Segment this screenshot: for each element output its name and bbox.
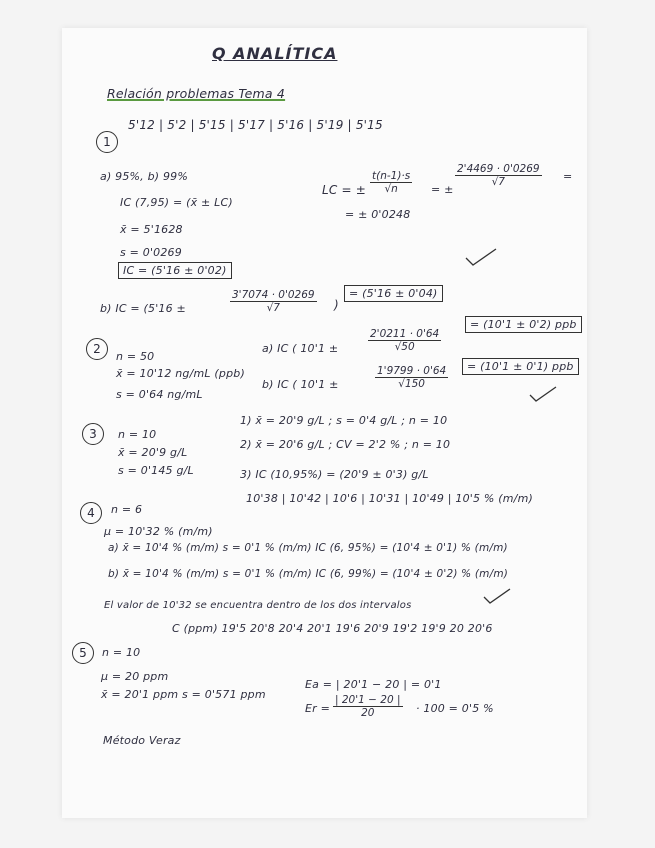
p4-data: 10'38 | 10'42 | 10'6 | 10'31 | 10'49 | 10'5 % (m/m) — [246, 492, 533, 505]
p5-er-lhs: Er = — [305, 702, 330, 715]
p1-b-result-box: = (5'16 ± 0'04) — [344, 285, 443, 302]
p2-a-result — [465, 318, 582, 331]
p2-a-den: √50 — [394, 341, 415, 353]
p1-b-result — [344, 287, 443, 300]
p4-conclusion: El valor de 10'32 se encuentra dentro de los dos intervalos — [104, 600, 412, 611]
p2-a-result-box: = (10'1 ± 0'2) ppb — [465, 316, 582, 333]
problem-5-number: 5 — [72, 642, 94, 664]
problem-3-number: 3 — [82, 423, 104, 445]
p2-b-num: 1'9799 · 0'64 — [377, 365, 447, 377]
p1-a-head: a) 95%, b) 99% — [100, 170, 188, 183]
p5-er-rhs: · 100 = 0'5 % — [416, 702, 494, 715]
p5-data: C (ppm) 19'5 20'8 20'4 20'1 19'6 20'9 19'2 19'9 20 20'6 — [172, 622, 493, 635]
p5-mean: x̄ = 20'1 ppm s = 0'571 ppm — [101, 688, 266, 701]
p5-er-den: 20 — [361, 707, 375, 719]
p1-lc-fraction-2 — [455, 163, 542, 188]
p2-a-num: 2'0211 · 0'64 — [370, 328, 440, 340]
p3-s: s = 0'145 g/L — [118, 464, 194, 477]
p2-b-result — [462, 360, 579, 373]
p1-lc-frac2-den: √7 — [491, 176, 505, 188]
p1-lc-frac-den: √n — [384, 183, 398, 195]
p2-b-lhs: b) IC ( 10'1 ± — [262, 378, 339, 391]
p2-b-result-box: = (10'1 ± 0'1) ppb — [462, 358, 579, 375]
p1-a-result — [118, 264, 232, 277]
p4-mu: μ = 10'32 % (m/m) — [104, 525, 213, 538]
p1-a-result-box: IC = (5'16 ± 0'02) — [118, 262, 232, 279]
problem-1-number: 1 — [96, 131, 118, 153]
p1-mean: x̄ = 5'1628 — [120, 223, 183, 236]
checkmark-icon — [528, 385, 558, 403]
p2-mean: x̄ = 10'12 ng/mL (ppb) — [116, 367, 245, 380]
p2-a-fraction — [368, 328, 441, 353]
problem-2-number: 2 — [86, 338, 108, 360]
p1-b-close: ) — [334, 298, 339, 312]
p2-b-den: √150 — [398, 378, 425, 390]
page-title: Q ANALÍTICA — [212, 44, 338, 63]
problem-4-number: 4 — [80, 502, 102, 524]
p1-lc-lhs: LC = ± — [322, 183, 367, 197]
p1-b-fraction — [230, 289, 317, 314]
p5-method: Método Veraz — [103, 734, 181, 747]
p1-ic-def: IC (7,95) = (x̄ ± LC) — [120, 196, 233, 209]
p4-a: a) x̄ = 10'4 % (m/m) s = 0'1 % (m/m) IC (6, 95%) = (10'4 ± 0'1) % (m/m) — [108, 542, 508, 554]
p1-b-frac-den: √7 — [266, 302, 280, 314]
checkmark-icon — [482, 586, 512, 606]
p2-n: n = 50 — [116, 350, 155, 363]
p5-er-num: | 20'1 − 20 | — [335, 694, 401, 706]
p5-mu: μ = 20 ppm — [101, 670, 169, 683]
p3-line-1: 1) x̄ = 20'9 g/L ; s = 0'4 g/L ; n = 10 — [240, 414, 448, 427]
p4-b: b) x̄ = 10'4 % (m/m) s = 0'1 % (m/m) IC (6, 99%) = (10'4 ± 0'2) % (m/m) — [108, 568, 509, 580]
p1-s: s = 0'0269 — [120, 246, 182, 259]
checkmark-icon — [464, 246, 498, 268]
p5-ea: Ea = | 20'1 − 20 | = 0'1 — [305, 678, 442, 691]
p3-line-2: 2) x̄ = 20'6 g/L ; CV = 2'2 % ; n = 10 — [240, 438, 451, 451]
p1-lc-eq: = ± — [431, 183, 454, 196]
p2-b-fraction — [375, 365, 448, 390]
p4-n: n = 6 — [111, 503, 143, 516]
p2-s: s = 0'64 ng/mL — [116, 388, 203, 401]
p3-n: n = 10 — [118, 428, 157, 441]
p1-lc-eq2: = — [563, 170, 573, 183]
p1-b-lhs: b) IC = (5'16 ± — [100, 302, 186, 315]
p3-line-3: 3) IC (10,95%) = (20'9 ± 0'3) g/L — [240, 468, 429, 481]
p1-lc-frac2-num: 2'4469 · 0'0269 — [457, 163, 540, 175]
p5-n: n = 10 — [102, 646, 141, 659]
p1-lc-result: = ± 0'0248 — [345, 208, 411, 221]
p5-er-fraction — [333, 694, 403, 719]
p1-b-frac-num: 3'7074 · 0'0269 — [232, 289, 315, 301]
p3-mean: x̄ = 20'9 g/L — [118, 446, 188, 459]
page-subtitle: Relación problemas Tema 4 — [107, 86, 286, 101]
p1-data: 5'12 | 5'2 | 5'15 | 5'17 | 5'16 | 5'19 | 5'15 — [128, 118, 383, 132]
p1-lc-fraction — [370, 170, 412, 195]
p2-a-lhs: a) IC ( 10'1 ± — [262, 342, 339, 355]
p1-lc-frac-num: t(n-1)·s — [372, 170, 411, 182]
